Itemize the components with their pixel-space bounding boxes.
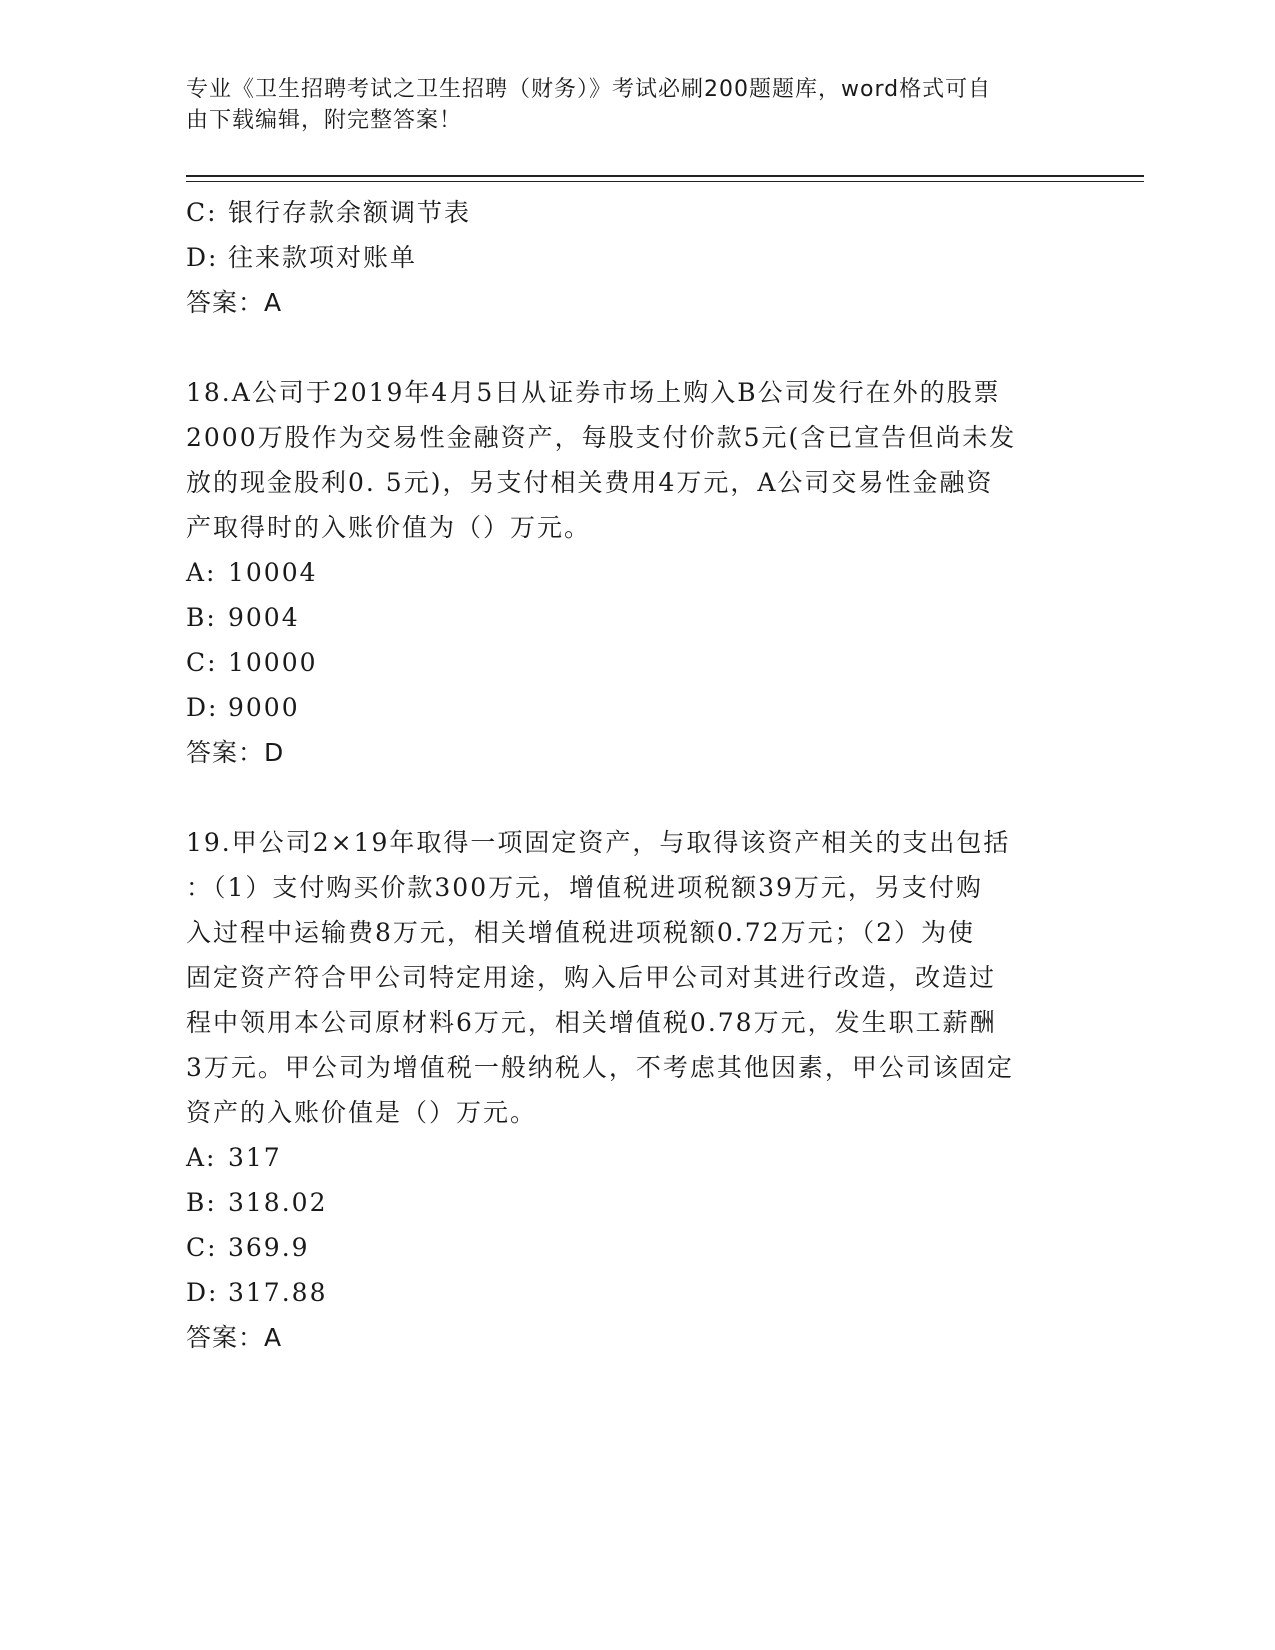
option-label: C: <box>186 648 218 677</box>
question-stem-line: 放的现金股利0. 5元)，另支付相关费用4万元，A公司交易性金融资 <box>186 468 994 497</box>
question-spacer <box>186 775 1086 820</box>
option-label: D: <box>186 243 219 272</box>
question-stem-line: ：（1）支付购买价款300万元，增值税进项税额39万元，另支付购 <box>186 873 983 902</box>
question-stem-line: 19.甲公司2×19年取得一项固定资产，与取得该资产相关的支出包括 <box>186 828 1011 857</box>
option-a <box>186 1135 1086 1180</box>
option-text: 318.02 <box>228 1188 328 1217</box>
question-19 <box>186 820 1086 1360</box>
option-label: A: <box>186 558 217 587</box>
document-header <box>186 74 1086 136</box>
option-c <box>186 190 1086 235</box>
option-d <box>186 685 1086 730</box>
option-label: C: <box>186 1233 218 1262</box>
question-stem-line: 2000万股作为交易性金融资产，每股支付价款5元(含已宣告但尚未发 <box>186 423 1017 452</box>
option-label: B: <box>186 1188 217 1217</box>
option-text: 9004 <box>228 603 300 632</box>
option-text: 317.88 <box>228 1278 328 1307</box>
option-b <box>186 1180 1086 1225</box>
question-18 <box>186 370 1086 775</box>
option-label: D: <box>186 693 219 722</box>
header-divider-thick <box>186 175 1144 177</box>
option-label: B: <box>186 603 217 632</box>
header-title-line-2: 由下载编辑，附完整答案！ <box>186 108 463 133</box>
option-a <box>186 550 1086 595</box>
question-stem-line: 固定资产符合甲公司特定用途，购入后甲公司对其进行改造，改造过 <box>186 963 997 992</box>
answer-line: 答案：D <box>186 738 285 767</box>
option-text: 银行存款余额调节表 <box>228 198 472 227</box>
header-title-line-1: 专业《卫生招聘考试之卫生招聘（财务）》考试必刷200题题库，word格式可自 <box>186 77 992 102</box>
header-divider-thin <box>186 181 1144 182</box>
carryover-question <box>186 190 1086 325</box>
option-label: D: <box>186 1278 219 1307</box>
option-label: C: <box>186 198 218 227</box>
option-label: A: <box>186 1143 217 1172</box>
question-stem-line: 程中领用本公司原材料6万元，相关增值税0.78万元，发生职工薪酬 <box>186 1008 997 1037</box>
question-stem-line: 资产的入账价值是（）万元。 <box>186 1098 538 1127</box>
option-text: 369.9 <box>228 1233 310 1262</box>
answer-line: 答案：A <box>186 1323 283 1352</box>
question-stem-line: 18.A公司于2019年4月5日从证券市场上购入B公司发行在外的股票 <box>186 378 1001 407</box>
option-d <box>186 235 1086 280</box>
question-content <box>186 190 1086 1360</box>
option-c <box>186 640 1086 685</box>
option-text: 9000 <box>228 693 300 722</box>
option-text: 10004 <box>228 558 318 587</box>
question-stem-line: 产取得时的入账价值为（）万元。 <box>186 513 592 542</box>
question-stem-line: 入过程中运输费8万元，相关增值税进项税额0.72万元；（2）为使 <box>186 918 975 947</box>
option-b <box>186 595 1086 640</box>
answer-line: 答案：A <box>186 288 283 317</box>
option-c <box>186 1225 1086 1270</box>
option-d <box>186 1270 1086 1315</box>
option-text: 往来款项对账单 <box>228 243 418 272</box>
question-spacer <box>186 325 1086 370</box>
question-stem-line: 3万元。甲公司为增值税一般纳税人，不考虑其他因素，甲公司该固定 <box>186 1053 1014 1082</box>
option-text: 10000 <box>228 648 318 677</box>
option-text: 317 <box>228 1143 282 1172</box>
